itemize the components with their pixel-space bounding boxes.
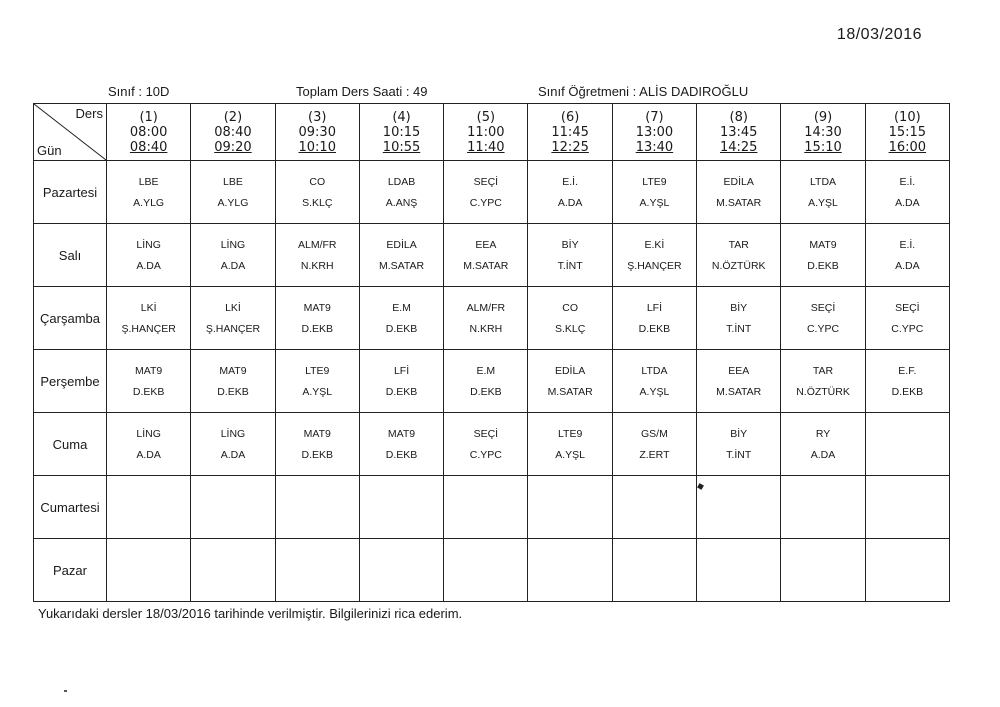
lesson-cell [528,224,612,287]
lesson-cell [444,539,528,602]
period-header-3 [275,104,359,161]
lesson-cell [528,413,612,476]
lesson-teacher: N.KRH [300,259,334,272]
lesson-subject: MAT9 [219,364,247,377]
lesson-cell [275,287,359,350]
lesson-teacher: A.YŞL [555,448,586,461]
lesson-teacher: Ş.HANÇER [627,259,682,272]
lesson-teacher: D.EKB [385,385,418,398]
lesson-subject: SEÇİ [473,175,499,188]
lesson-cell [191,476,275,539]
lesson-teacher: C.YPC [469,448,502,461]
period-header-1 [107,104,191,161]
lesson-subject: LTE9 [557,427,583,440]
lesson-teacher: A.DA [895,196,920,209]
lesson-subject: LTE9 [642,175,667,188]
day-name: Cumartesi [34,476,107,539]
lesson-cell [359,161,443,224]
lesson-cell [612,161,696,224]
lesson-subject: LDAB [387,175,416,188]
lesson-teacher: D.EKB [301,322,333,335]
lesson-subject: BİY [730,427,748,440]
lesson-teacher: A.DA [810,448,836,461]
lesson-subject: LİNG [136,238,161,251]
lesson-subject: LTE9 [305,364,330,377]
lesson-teacher: A.DA [136,448,161,461]
lesson-teacher: S.KLÇ [302,196,333,209]
period-end: 11:40 [467,139,505,155]
lesson-teacher: D.EKB [385,322,418,335]
lesson-cell [781,287,865,350]
lesson-teacher: D.EKB [807,259,839,272]
lesson-cell [781,224,865,287]
day-name: Pazar [34,539,107,602]
lesson-subject: ALM/FR [466,301,506,314]
period-number: (8) [729,109,748,125]
lesson-teacher: S.KLÇ [554,322,586,335]
lesson-cell [107,287,191,350]
lesson-teacher: N.ÖZTÜRK [796,385,850,398]
lesson-subject: EDİLA [554,364,586,377]
lesson-cell [191,413,275,476]
lesson-cell [191,287,275,350]
lesson-cell [612,224,696,287]
period-start: 08:00 [129,124,168,140]
lesson-subject: CO [309,175,326,188]
footer-note: Yukarıdaki dersler 18/03/2016 tarihinde verilmiştir. Bilgilerinizi rica ederim. [38,606,463,621]
lesson-cell [444,413,528,476]
lesson-cell [359,413,443,476]
lesson-teacher: A.YLG [133,196,165,209]
lesson-subject: LFİ [646,301,663,314]
lesson-cell [275,413,359,476]
lesson-subject: GS/M [641,427,668,440]
lesson-subject: E.M [392,301,411,314]
lesson-cell [107,161,191,224]
lesson-cell [275,161,359,224]
lesson-cell [865,476,949,539]
lesson-teacher: C.YPC [469,196,502,209]
day-row-pazar [34,539,950,602]
lesson-subject: MAT9 [303,427,331,440]
period-header-6 [528,104,612,161]
period-number: (9) [813,109,833,125]
period-number: (10) [893,109,921,125]
lesson-subject: BİY [561,238,579,251]
lesson-subject: LKİ [225,301,241,314]
lesson-subject: MAT9 [387,427,416,440]
lesson-cell [781,413,865,476]
lesson-subject: MAT9 [135,364,163,377]
day-row-çarşamba [34,287,950,350]
lesson-subject: SEÇİ [473,427,499,440]
document-date: 18/03/2016 [836,26,922,43]
day-row-salı [34,224,950,287]
lesson-subject: EEA [728,364,750,377]
lesson-subject: E.F. [898,364,917,377]
lesson-cell [781,350,865,413]
period-end: 12:25 [551,139,589,155]
lesson-teacher: A.YŞL [639,196,670,209]
lesson-teacher: D.EKB [385,448,418,461]
period-number: (4) [392,109,411,125]
lesson-teacher: T.İNT [557,259,583,272]
lesson-subject: LBE [138,175,159,188]
lesson-teacher: M.SATAR [547,385,593,398]
lesson-subject: BİY [730,301,748,314]
lesson-teacher: D.EKB [891,385,924,398]
lesson-subject: EEA [475,238,497,251]
lesson-subject: LİNG [220,238,246,251]
lesson-cell [865,287,949,350]
lesson-cell [275,350,359,413]
period-end: 10:10 [298,139,336,155]
lesson-cell [107,224,191,287]
period-header-5 [444,104,528,161]
lesson-teacher: A.DA [220,448,246,461]
lesson-cell [865,161,949,224]
lesson-teacher: A.YŞL [808,196,838,209]
scan-speck [64,690,67,692]
lesson-cell [528,287,612,350]
lesson-cell [191,224,275,287]
lesson-cell [191,350,275,413]
day-row-pazartesi [34,161,950,224]
lesson-teacher: A.YŞL [639,385,670,398]
lesson-cell [612,476,696,539]
period-number: (3) [308,109,327,125]
class-label: Sınıf : 10D [108,84,170,99]
period-start: 08:40 [214,124,252,140]
lesson-cell [697,539,781,602]
lesson-cell [865,413,949,476]
lesson-teacher: M.SATAR [378,259,425,272]
lesson-subject: LİNG [136,427,161,440]
lesson-teacher: C.YPC [891,322,924,335]
period-header-row [34,104,950,161]
lesson-subject: MAT9 [303,301,331,314]
period-header-10 [865,104,949,161]
lesson-cell [107,413,191,476]
lesson-teacher: A.YŞL [302,385,333,398]
lesson-subject: LTDA [641,364,668,377]
lesson-subject: E.Kİ [644,238,665,251]
day-name: Salı [34,224,107,287]
lesson-cell [444,287,528,350]
period-start: 10:15 [382,124,421,140]
lesson-cell [528,161,612,224]
lesson-teacher: N.KRH [469,322,503,335]
day-row-cumartesi [34,476,950,539]
lesson-subject: EDİLA [723,175,754,188]
lesson-cell [191,539,275,602]
lesson-cell [359,539,443,602]
lesson-subject: RY [815,427,831,440]
lesson-subject: CO [562,301,578,314]
lesson-cell [612,539,696,602]
period-start: 11:00 [467,124,505,140]
lesson-teacher: D.EKB [301,448,333,461]
lesson-cell [697,287,781,350]
lesson-cell [444,161,528,224]
lesson-cell [528,350,612,413]
lesson-teacher: M.SATAR [716,196,762,209]
lesson-subject: LTDA [809,175,837,188]
period-header-9 [781,104,865,161]
lesson-teacher: T.İNT [726,448,752,461]
day-name: Perşembe [34,350,107,413]
lesson-cell [781,539,865,602]
lesson-cell [107,476,191,539]
lesson-cell [781,476,865,539]
lesson-cell [865,539,949,602]
period-start: 13:00 [635,124,674,140]
class-teacher-label: Sınıf Öğretmeni : ALİS DADIROĞLU [538,84,749,99]
total-hours-label: Toplam Ders Saati : 49 [296,84,428,99]
period-number: (7) [645,109,664,125]
lesson-teacher: T.İNT [726,322,752,335]
period-header-2 [191,104,275,161]
lesson-teacher: N.ÖZTÜRK [711,259,766,272]
lesson-cell [359,350,443,413]
period-header-4 [359,104,443,161]
period-end: 16:00 [888,139,927,155]
lesson-teacher: M.SATAR [716,385,762,398]
lesson-teacher: Ş.HANÇER [121,322,176,335]
lesson-teacher: A.DA [895,259,920,272]
lesson-cell [528,539,612,602]
lesson-cell [275,539,359,602]
lesson-cell [697,161,781,224]
lesson-cell [865,224,949,287]
lesson-teacher: D.EKB [638,322,671,335]
lesson-subject: LKİ [140,301,157,314]
header-corner-cell [34,104,107,161]
lesson-subject: MAT9 [809,238,837,251]
lesson-cell [107,539,191,602]
period-start: 09:30 [298,124,336,140]
period-end: 08:40 [129,139,168,155]
period-start: 13:45 [719,124,758,140]
day-name: Çarşamba [34,287,107,350]
period-number: (6) [560,109,580,125]
lesson-cell [612,413,696,476]
lesson-cell [275,224,359,287]
lesson-cell [444,350,528,413]
lesson-subject: E.M [476,364,496,377]
day-name: Pazartesi [34,161,107,224]
lesson-cell [697,224,781,287]
lesson-cell [865,350,949,413]
lesson-subject: TAR [812,364,834,377]
lesson-cell [444,224,528,287]
lesson-teacher: Ş.HANÇER [205,322,261,335]
period-number: (2) [223,109,243,125]
lesson-teacher: D.EKB [217,385,249,398]
day-row-cuma [34,413,950,476]
period-header-7 [612,104,696,161]
period-number: (5) [476,109,496,125]
lesson-cell [781,161,865,224]
lesson-subject: ALM/FR [297,238,337,251]
lesson-teacher: A.DA [557,196,583,209]
lesson-cell [444,476,528,539]
weekly-schedule-table [33,103,950,602]
period-start: 15:15 [888,124,927,140]
period-end: 09:20 [214,139,252,155]
lesson-cell [697,476,781,539]
lesson-cell [697,350,781,413]
lesson-cell [107,350,191,413]
lesson-cell [528,476,612,539]
lesson-teacher: C.YPC [806,322,840,335]
lesson-teacher: D.EKB [470,385,502,398]
lesson-cell [191,161,275,224]
period-end: 10:55 [382,139,421,155]
period-start: 11:45 [551,124,589,140]
lesson-cell [697,413,781,476]
period-end: 15:10 [804,139,842,155]
day-name: Cuma [34,413,107,476]
lesson-subject: TAR [728,238,749,251]
lesson-teacher: A.ANŞ [385,196,418,209]
lesson-cell [275,476,359,539]
lesson-cell [612,287,696,350]
lesson-teacher: D.EKB [132,385,165,398]
lesson-subject: E.İ. [899,175,916,188]
lesson-teacher: M.SATAR [463,259,509,272]
period-end: 13:40 [635,139,674,155]
lesson-subject: SEÇİ [895,301,920,314]
lesson-subject: EDİLA [386,238,417,251]
corner-label-lessons: Ders [75,106,103,121]
period-end: 14:25 [719,139,758,155]
lesson-teacher: Z.ERT [639,448,670,461]
day-row-perşembe [34,350,950,413]
lesson-cell [359,476,443,539]
lesson-subject: SEÇİ [810,301,836,314]
lesson-subject: E.İ. [899,238,916,251]
lesson-cell [359,224,443,287]
lesson-cell [612,350,696,413]
lesson-cell [359,287,443,350]
lesson-subject: LBE [223,175,243,188]
lesson-subject: E.İ. [562,175,579,188]
lesson-subject: LFİ [393,364,410,377]
lesson-teacher: A.YLG [217,196,249,209]
lesson-teacher: A.DA [136,259,161,272]
corner-label-day: Gün [37,143,62,158]
lesson-subject: LİNG [220,427,246,440]
period-start: 14:30 [804,124,842,140]
lesson-teacher: A.DA [220,259,246,272]
period-header-8 [697,104,781,161]
period-number: (1) [139,109,158,125]
